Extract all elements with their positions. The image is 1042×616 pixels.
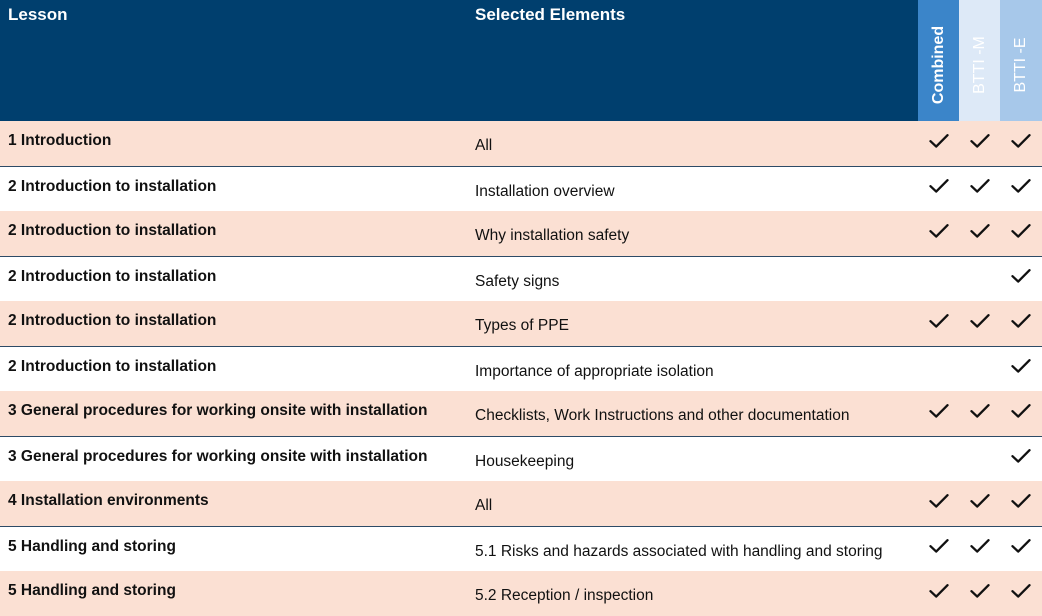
element-cell: 5.2 Reception / inspection xyxy=(475,587,654,604)
btti-e-cell xyxy=(1000,391,1042,436)
table-row xyxy=(0,301,1042,346)
element-cell: Why installation safety xyxy=(475,227,630,244)
btti-e-cell xyxy=(1000,121,1042,166)
lesson-cell: 2 Introduction to installation xyxy=(0,346,465,391)
btti-e-cell xyxy=(1000,526,1042,571)
element-cell: All xyxy=(475,497,493,514)
checkmark-icon xyxy=(1011,133,1031,149)
checkmark-icon xyxy=(1011,448,1031,464)
checkmark-icon xyxy=(1011,178,1031,194)
checkmark-icon xyxy=(929,133,949,149)
element-cell: Housekeeping xyxy=(465,436,918,481)
checkmark-icon xyxy=(929,223,949,239)
table-row xyxy=(0,526,1042,571)
combined-cell xyxy=(918,211,959,256)
table-row xyxy=(0,571,1042,616)
btti-e-cell xyxy=(1000,346,1042,391)
checkmark-icon xyxy=(970,583,990,599)
btti-e-header-label: BTTI -E xyxy=(1012,37,1029,93)
combined-cell xyxy=(918,571,959,616)
element-cell: Installation overview xyxy=(465,166,918,211)
combined-column-header xyxy=(918,0,959,121)
btti-m-cell xyxy=(959,436,1000,481)
checkmark-icon xyxy=(1011,358,1031,374)
btti-m-cell xyxy=(959,391,1000,436)
checkmark-icon xyxy=(1011,493,1031,509)
btti-m-cell xyxy=(959,256,1000,301)
checkmark-icon xyxy=(929,403,949,419)
combined-cell xyxy=(918,526,959,571)
element-cell: Types of PPE xyxy=(475,317,569,334)
combined-cell xyxy=(918,256,959,301)
lesson-cell: 2 Introduction to installation xyxy=(0,256,465,301)
checkmark-icon xyxy=(1011,583,1031,599)
lesson-cell: 2 Introduction to installation xyxy=(8,312,217,329)
table-row xyxy=(0,121,1042,166)
selected-elements-column-header: Selected Elements xyxy=(465,0,918,121)
table-row xyxy=(0,481,1042,526)
btti-m-cell xyxy=(959,481,1000,526)
btti-e-cell xyxy=(1000,301,1042,346)
checkmark-icon xyxy=(1011,403,1031,419)
checkmark-icon xyxy=(1011,313,1031,329)
btti-e-cell xyxy=(1000,166,1042,211)
checkmark-icon xyxy=(970,538,990,554)
btti-e-cell xyxy=(1000,571,1042,616)
checkmark-icon xyxy=(929,313,949,329)
table-row xyxy=(0,436,1042,481)
btti-m-cell xyxy=(959,526,1000,571)
table-row xyxy=(0,346,1042,391)
checkmark-icon xyxy=(970,403,990,419)
element-cell: Importance of appropriate isolation xyxy=(465,346,918,391)
table-body xyxy=(0,121,1042,616)
table-row xyxy=(0,211,1042,256)
checkmark-icon xyxy=(970,178,990,194)
element-cell: All xyxy=(475,137,493,154)
checkmark-icon xyxy=(929,583,949,599)
btti-e-cell xyxy=(1000,436,1042,481)
table-row xyxy=(0,391,1042,436)
btti-e-cell xyxy=(1000,256,1042,301)
btti-e-cell xyxy=(1000,211,1042,256)
checkmark-icon xyxy=(970,493,990,509)
lesson-cell: 2 Introduction to installation xyxy=(8,222,217,239)
header-row xyxy=(0,0,1042,121)
checkmark-icon xyxy=(929,538,949,554)
btti-m-column-header xyxy=(959,0,1000,121)
checkmark-icon xyxy=(1011,268,1031,284)
combined-cell xyxy=(918,121,959,166)
lesson-cell: 3 General procedures for working onsite with installation xyxy=(8,402,428,419)
btti-e-column-header xyxy=(1000,0,1042,121)
checkmark-icon xyxy=(970,223,990,239)
lesson-cell: 5 Handling and storing xyxy=(0,526,465,571)
checkmark-icon xyxy=(929,178,949,194)
btti-m-cell xyxy=(959,166,1000,211)
checkmark-icon xyxy=(970,313,990,329)
btti-e-cell xyxy=(1000,481,1042,526)
lesson-cell: 2 Introduction to installation xyxy=(0,166,465,211)
table-header xyxy=(0,0,1042,121)
checkmark-icon xyxy=(970,133,990,149)
combined-cell xyxy=(918,346,959,391)
btti-m-cell xyxy=(959,211,1000,256)
btti-m-cell xyxy=(959,301,1000,346)
table-row xyxy=(0,256,1042,301)
lesson-cell: 3 General procedures for working onsite with installation xyxy=(0,436,465,481)
combined-cell xyxy=(918,481,959,526)
element-cell: Checklists, Work Instructions and other documentation xyxy=(475,407,850,424)
btti-m-cell xyxy=(959,571,1000,616)
checkmark-icon xyxy=(1011,223,1031,239)
lesson-cell: 1 Introduction xyxy=(8,132,112,149)
checkmark-icon xyxy=(1011,538,1031,554)
combined-cell xyxy=(918,301,959,346)
checkmark-icon xyxy=(929,493,949,509)
combined-header-label: Combined xyxy=(929,25,947,105)
lesson-cell: 4 Installation environments xyxy=(8,492,209,509)
combined-cell xyxy=(918,166,959,211)
lesson-column-header: Lesson xyxy=(0,0,465,121)
combined-cell xyxy=(918,436,959,481)
table-row xyxy=(0,166,1042,211)
lesson-cell: 5 Handling and storing xyxy=(8,582,176,599)
element-cell: 5.1 Risks and hazards associated with handling and storing xyxy=(465,526,918,571)
btti-m-header-label: BTTI -M xyxy=(970,36,988,94)
element-cell: Safety signs xyxy=(465,256,918,301)
combined-cell xyxy=(918,391,959,436)
btti-m-cell xyxy=(959,346,1000,391)
btti-m-cell xyxy=(959,121,1000,166)
